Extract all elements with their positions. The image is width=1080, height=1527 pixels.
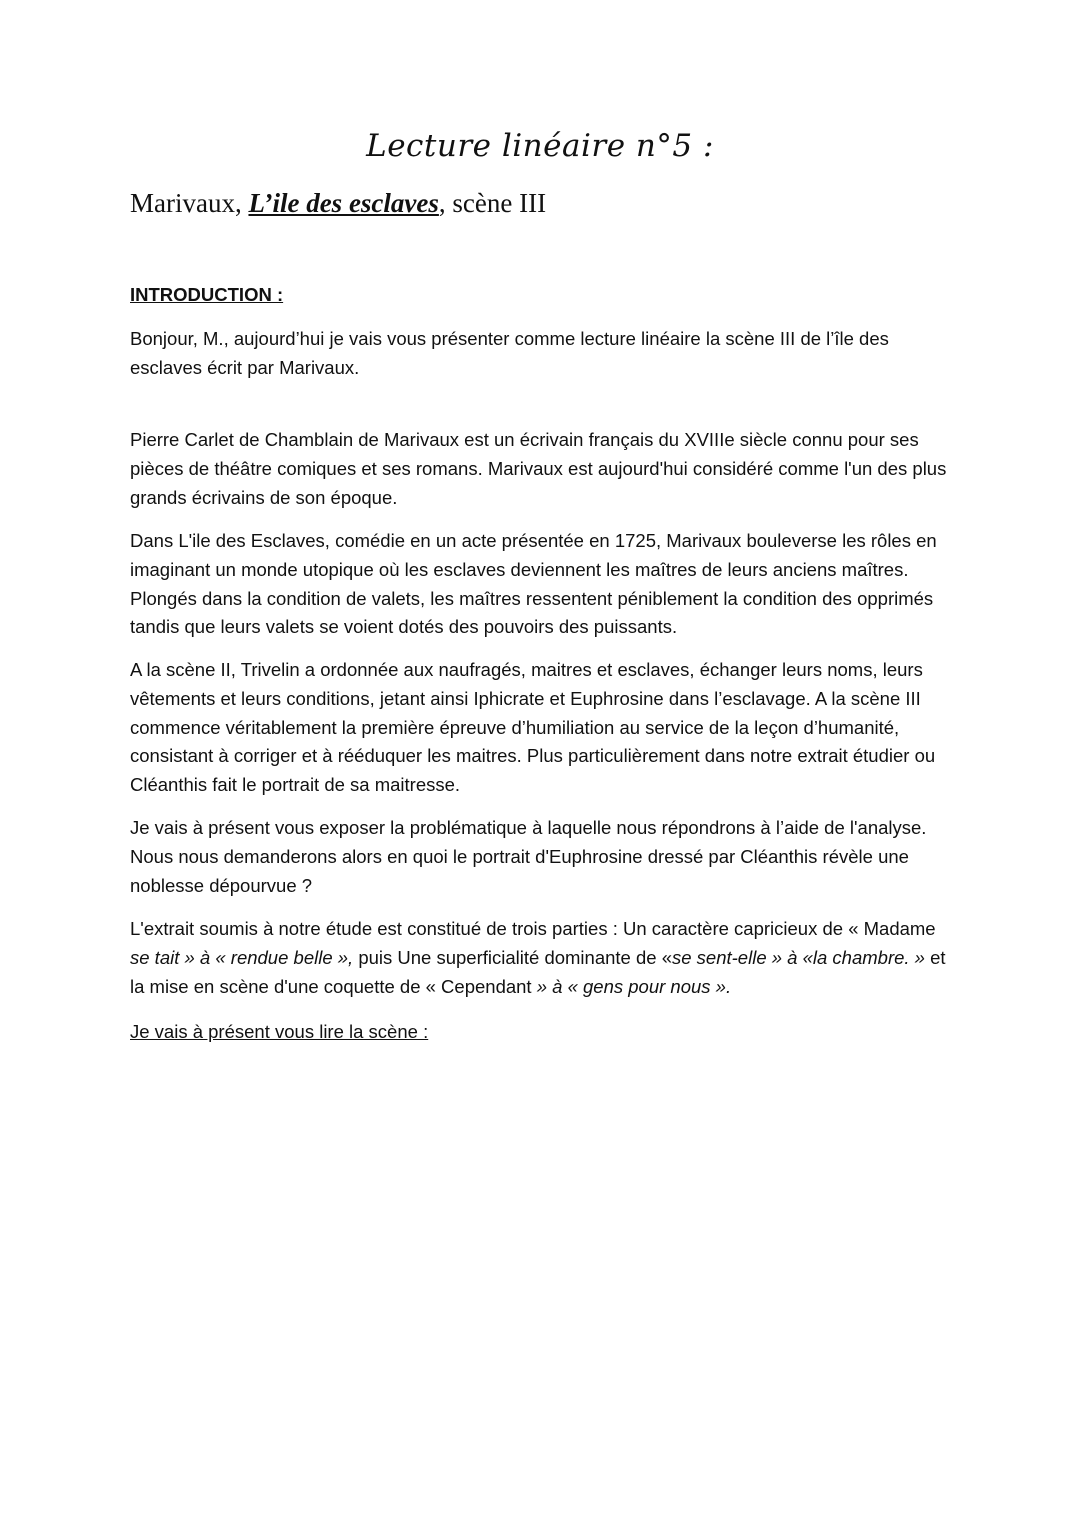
closing-line: Je vais à présent vous lire la scène : [130, 1021, 429, 1042]
plan-part-c: puis Une superficialité dominante de « [353, 946, 672, 968]
paragraph-scene-summary: A la scène II, Trivelin a ordonnée aux naufragés, maitres et esclaves, échanger leurs noms, leurs vêtements et leurs conditions, jetant ainsi Iphicrate et Euphrosine dans l’esclavage. A la scène III commence véritablement la première épreuve d’humiliation au service de la leçon d’humanité, consistant à corriger et à rééduquer les maitres. Plus particulièrement dans notre extrait étudier ou Cléanthis fait le portrait de sa maitresse. [130, 659, 936, 796]
paragraph-greeting: Bonjour, M., aujourd’hui je vais vous présenter comme lecture linéaire la scène III de l’île des esclaves écrit par Marivaux. [130, 328, 889, 378]
page-title: Lecture linéaire n°5 : [366, 128, 714, 164]
section-heading-introduction: INTRODUCTION : [130, 284, 284, 305]
plan-part-e: et la mise en scène d'une coquette de « Cependant [130, 946, 946, 997]
subtitle-scene: , scène III [438, 188, 547, 218]
plan-part-b: se tait » à « rendue belle », [130, 946, 354, 968]
subtitle-work-title: L’ile des esclaves [248, 188, 439, 218]
paragraph-author-bio: Pierre Carlet de Chamblain de Marivaux est un écrivain français du XVIIIe siècle connu pour ses pièces de théâtre comiques et ses romans. Marivaux est aujourd'hui considéré comme l'un des plus grands écrivains de son époque. [130, 429, 947, 508]
paragraph-plan [130, 915, 960, 1001]
subtitle-author: Marivaux, [130, 188, 249, 218]
document-subtitle [130, 188, 546, 219]
paragraph-problematic: Je vais à présent vous exposer la problématique à laquelle nous répondrons à l’aide de l'analyse. Nous nous demanderons alors en quoi le portrait d'Euphrosine dressé par Cléanthis révèle une noblesse dépourvue ? [130, 817, 927, 896]
plan-part-f: » à « gens pour nous ». [536, 975, 732, 997]
paragraph-context: Dans L'ile des Esclaves, comédie en un acte présentée en 1725, Marivaux bouleverse les rôles en imaginant un monde utopique où les esclaves deviennent les maîtres de leurs anciens maîtres. Plongés dans la condition de valets, les maîtres ressentent péniblement la condition des opprimés tandis que leurs valets se voient dotés des pouvoirs des puissants. [130, 530, 937, 638]
plan-part-a: L'extrait soumis à notre étude est constitué de trois parties : Un caractère capricieux de « Madame [130, 918, 936, 939]
plan-part-d: se sent-elle » à «la chambre. » [672, 946, 925, 968]
